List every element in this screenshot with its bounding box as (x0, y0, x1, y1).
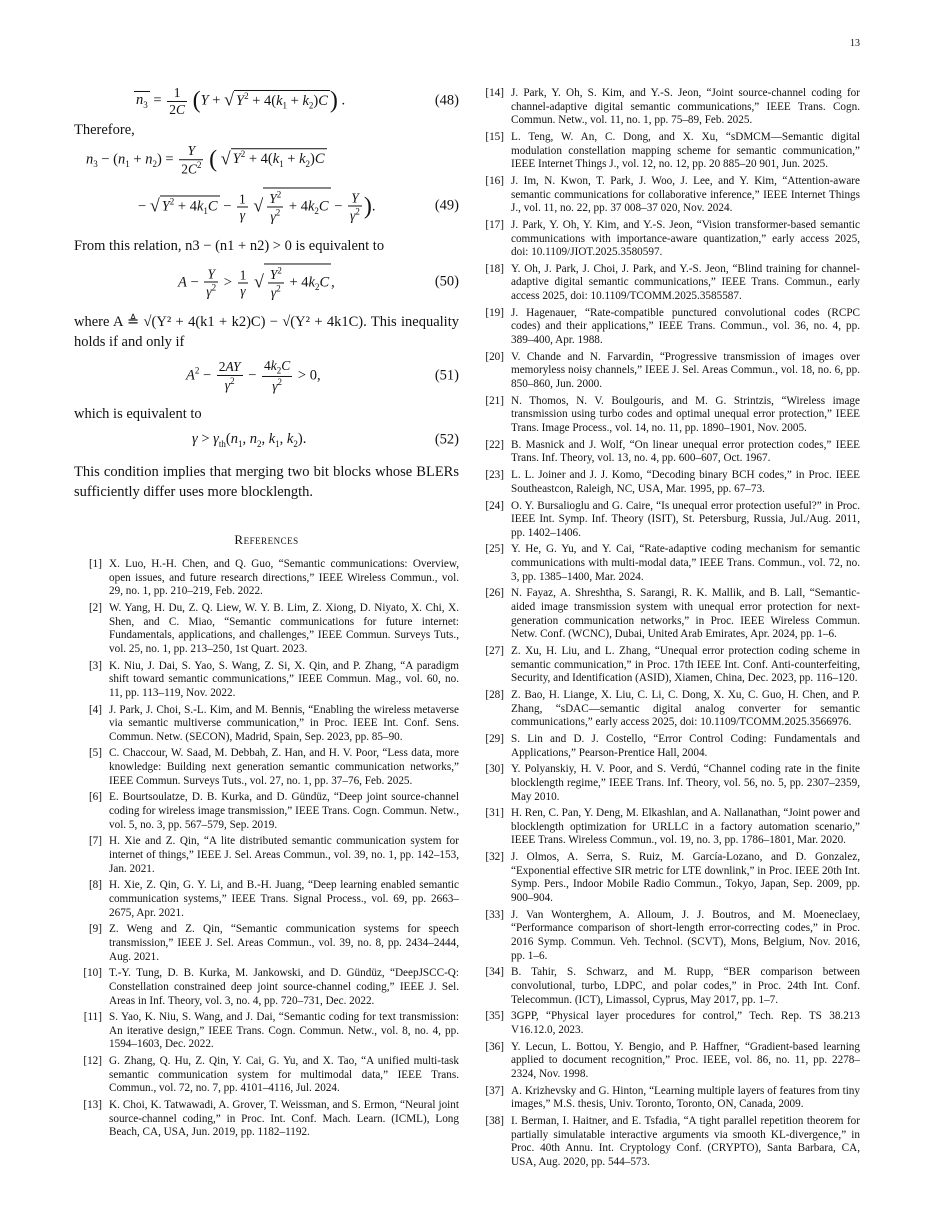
reference-text: Y. He, G. Yu, and Y. Cai, “Rate-adaptive coding mechanism for semantic communications with multi-modal data,” IEEE Trans. Commun., vol. 72, no. 3, pp. 1385–1400, Mar. 2024. (511, 543, 860, 583)
reference-label: [24] (485, 499, 504, 512)
reference-label: [23] (485, 469, 504, 482)
reference-text: Y. Lecun, L. Bottou, Y. Bengio, and P. Haffner, “Gradient-based learning applied to document recognition,” Proc. IEEE, vol. 86, no. 11, pp. 2278–2324, Nov. 1998. (511, 1040, 860, 1080)
reference-label: [34] (485, 966, 504, 979)
reference-label: [14] (485, 87, 504, 99)
reference-item (476, 689, 860, 730)
reference-label: [12] (83, 1055, 102, 1068)
reference-item (476, 733, 860, 760)
reference-text: J. Park, J. Choi, S.-L. Kim, and M. Bennis, “Enabling the wireless metaverse via semantic multiverse communication,” in Proc. IEEE Int. Conf. Sens. Commun. Netw. (SECON), Madrid, Spain, Sep. 2023, pp. 85–90. (109, 703, 459, 743)
reference-item (476, 263, 860, 304)
reference-text: J. Park, Y. Oh, Y. Kim, and Y.-S. Jeon, “Vision transformer-based semantic communications with importance-aware quantization,” early access 2025, doi: 10.1109/JIOT.2025.3580597. (511, 218, 860, 259)
reference-label: [21] (485, 394, 504, 407)
reference-label: [31] (485, 807, 504, 820)
left-column (74, 84, 459, 1143)
reference-item (476, 500, 860, 541)
reference-text: L. L. Joiner and J. J. Komo, “Decoding binary BCH codes,” in Proc. IEEE Southeastcon, Raleigh, NC, USA, Mar. 1995, pp. 67–73. (511, 469, 860, 495)
reference-item (476, 469, 860, 496)
reference-item (74, 1099, 459, 1140)
reference-text: O. Y. Bursalioglu and G. Caire, “Is unequal error protection useful?” in Proc. IEEE Int. Symp. Inf. Theory (ISIT), St. Petersburg, Russia, Jul./Aug. 2011, pp. 1402–1406. (511, 499, 860, 539)
equation-49-line2: − √ $Y^2 + 4k_1C$ − $\frac{1}{\gamma}$ √ $\frac{Y^2}{\gamma^2}$ + $4k_2C$ − $\frac{Y}{\gamma^2}$ ). (49) (138, 189, 459, 224)
reference-text: E. Bourtsoulatze, D. B. Kurka, and D. Gündüz, “Deep joint source-channel coding for wireless image transmission,” IEEE Trans. Cogn. Commun. Netw., vol. 5, no. 3, pp. 567–579, Sep. 2019. (109, 791, 459, 831)
reference-item (74, 791, 459, 832)
reference-text: L. Teng, W. An, C. Dong, and X. Xu, “sDMCM—Semantic digital modulation constellation mapping scheme for semantic communication,” IEEE Internet Things J., vol. 12, no. 12, pp. 20 885–20 901, Jun. 2025. (511, 130, 860, 171)
reference-item (476, 131, 860, 172)
reference-item (74, 1055, 459, 1096)
reference-item (74, 660, 459, 701)
equation-50: A − $\frac{Y}{\gamma^2}$ > $\frac{1}{\gamma}$ √ $\frac{Y^2}{\gamma^2}$ + $4k_2C$ , (50) (178, 265, 459, 300)
reference-label: [13] (83, 1099, 102, 1112)
reference-text: N. Fayaz, A. Shreshtha, S. Sarangi, R. K. Mallik, and B. Lall, “Semantic-aided image transmission system with unequal error protection for next-generation communication networks,” in Proc. IEEE Wireless Commun. Netw. Conf. (WCNC), Dubai, United Arab Emirates, Apr. 2024, pp. 1–6. (511, 587, 860, 641)
reference-item (476, 175, 860, 216)
reference-item (476, 966, 860, 1007)
reference-text: Z. Xu, H. Liu, and L. Zhang, “Unequal error protection coding scheme in semantic communication,” in Proc. 17th IEEE Int. Conf. Anti-counterfeiting, Security, and Identification (ASID), Xiamen, China, Dec. 2023, pp. 116–120. (511, 645, 860, 685)
equation-number: (49) (434, 197, 459, 214)
reference-item (476, 587, 860, 641)
reference-text: T.-Y. Tung, D. B. Kurka, M. Jankowski, and D. Gündüz, “DeepJSCC-Q: Constellation constrained deep joint source-channel coding,” IEEE J. Sel. Areas in Inf. Theory, vol. 3, no. 4, pp. 720–731, Dec. 2022. (109, 967, 459, 1007)
right-column (476, 87, 860, 1173)
references-list-left (74, 558, 459, 1140)
reference-label: [11] (83, 1011, 102, 1024)
reference-item (476, 807, 860, 848)
reference-label: [17] (485, 218, 504, 231)
reference-label: [25] (485, 543, 504, 556)
reference-label: [3] (88, 659, 102, 672)
reference-label: [1] (88, 558, 102, 570)
reference-label: [32] (485, 851, 504, 864)
reference-text: J. Olmos, A. Serra, S. Ruiz, M. García-Lozano, and D. Gonzalez, “Exponential effective SIR metric for LTE downlink,” in Proc. IEEE 20th Int. Symp. Pers., Indoor Mobile Radio Commun., Tokyo, Japan, Sep. 2009, pp. 900–904. (511, 851, 860, 905)
reference-text: S. Lin and D. J. Costello, “Error Control Coding: Fundamentals and Applications,” Pearson-Prentice Hall, 2004. (511, 732, 860, 759)
page-number: 13 (850, 38, 860, 49)
reference-text: S. Yao, K. Niu, S. Wang, and J. Dai, “Semantic coding for text transmission: An iterative design,” IEEE Trans. Cogn. Commun. Netw., vol. 8, no. 4, pp. 1594–1603, Dec. 2022. (109, 1011, 459, 1051)
reference-label: [8] (88, 879, 102, 892)
reference-text: I. Berman, I. Haitner, and E. Tsfadia, “A tight parallel repetition theorem for partially simulatable interactive arguments via smooth KL-divergence,” in Proc. 40th Annu. Int. Cryptology Conf. (CRYPTO), Santa Barbara, CA, USA, Aug. 2020, pp. 544–573. (511, 1115, 860, 1168)
paragraph-from-relation: From this relation, n3 − (n1 + n2) > 0 is equivalent to (74, 238, 385, 254)
reference-text: G. Zhang, Q. Hu, Z. Qin, Y. Cai, G. Yu, and X. Tao, “A unified multi-task semantic communication system for multimodal data,” IEEE Trans. Commun., vol. 72, no. 7, pp. 4101–4116, Jul. 2024. (109, 1055, 459, 1095)
reference-item (476, 1085, 860, 1112)
reference-label: [6] (88, 791, 102, 804)
reference-label: [15] (485, 130, 504, 143)
equation-48: $n_3$ = $\frac{1}{2C}$ (Y + √ $Y^2 + 4(k_1 + k_2)C$) . (48) (136, 84, 459, 117)
references-heading: References (234, 532, 299, 547)
reference-text: B. Masnick and J. Wolf, “On linear unequal error protection codes,” IEEE Trans. Inf. Theory, vol. 13, no. 4, pp. 600–607, Oct. 1967. (511, 438, 860, 465)
reference-text: B. Tahir, S. Schwarz, and M. Rupp, “BER comparison between convolutional, turbo, LDPC, and polar codes,” in Proc. 24th Int. Conf. Telecommun. (ICT), Limassol, Cyprus, May 2017, pp. 1–7. (511, 966, 860, 1006)
paragraph-which-equivalent: which is equivalent to (74, 406, 202, 422)
reference-label: [4] (88, 703, 102, 716)
reference-label: [30] (485, 763, 504, 776)
reference-text: K. Niu, J. Dai, S. Yao, S. Wang, Z. Si, X. Qin, and P. Zhang, “A paradigm shift toward semantic communications,” IEEE Commun. Mag., vol. 60, no. 11, pp. 113–119, Nov. 2022. (109, 659, 459, 699)
reference-text: H. Xie, Z. Qin, G. Y. Li, and B.-H. Juang, “Deep learning enabled semantic communication systems,” IEEE Trans. Signal Process., vol. 69, pp. 2663–2675, Apr. 2021. (109, 879, 459, 919)
reference-label: [37] (485, 1084, 504, 1097)
reference-text: C. Chaccour, W. Saad, M. Debbah, Z. Han, and H. V. Poor, “Less data, more knowledge: Building next generation semantic communication networks,” IEEE Commun. Surveys Tuts., vol. 27, no. 1, pp. 37–76, Feb. 2025. (109, 747, 459, 787)
equation-49-line1: $n_3 - (n_1 + n_2)$ = $\frac{Y}{2C^2}$ ( √ $Y^2 + 4(k_1 + k_2)C$ (86, 143, 325, 177)
reference-item (476, 1010, 860, 1037)
reference-label: [16] (485, 174, 504, 187)
reference-item (74, 747, 459, 788)
equation-51: $A^2$ − $\frac{2AY}{\gamma^2}$ − $\frac{4k_2C}{\gamma^2}$ > 0, (51) (186, 357, 459, 394)
reference-label: [36] (485, 1040, 504, 1053)
reference-text: Z. Weng and Z. Qin, “Semantic communication systems for speech transmission,” IEEE J. Sel. Areas Commun., vol. 39, no. 8, pp. 2434–2444, Aug. 2021. (109, 923, 459, 963)
reference-label: [38] (485, 1115, 504, 1128)
reference-text: A. Krizhevsky and G. Hinton, “Learning multiple layers of features from tiny images,” M.S. thesis, Univ. Toronto, Toronto, ON, Canada, 2009. (511, 1084, 860, 1111)
reference-item (476, 851, 860, 905)
reference-text: Z. Bao, H. Liange, X. Liu, C. Li, C. Dong, X. Xu, C. Guo, H. Chen, and P. Zhang, “sDAC—semantic digital analog converter for semantic communications,” early access 2025, doi: 10.1109/TCOMM.2025.3566976. (511, 688, 860, 729)
reference-item (476, 1041, 860, 1082)
reference-item (74, 967, 459, 1008)
reference-item (74, 602, 459, 656)
reference-label: [2] (88, 601, 102, 614)
reference-item (476, 543, 860, 584)
reference-item (476, 763, 860, 804)
reference-text: H. Xie and Z. Qin, “A lite distributed semantic communication system for internet of things,” IEEE J. Sel. Areas Commun., vol. 39, no. 1, pp. 142–153, Jan. 2021. (109, 835, 459, 875)
reference-text: W. Yang, H. Du, Z. Q. Liew, W. Y. B. Lim, Z. Xiong, D. Niyato, X. Chi, X. Shen, and C. Miao, “Semantic communications for future internet: Fundamentals, applications, and challenges,” IEEE Commun. Surveys Tuts., vol. 25, no. 1, pp. 213–250, 1st Quart. 2023. (109, 601, 459, 655)
equation-52: $\gamma > \gamma_{th}(n_1$, $n_2$, $k_1$, $k_2$). (52) (192, 431, 459, 449)
reference-item (74, 558, 459, 599)
reference-item (476, 87, 860, 128)
reference-item (476, 219, 860, 260)
reference-label: [19] (485, 306, 504, 319)
reference-text: K. Choi, K. Tatwawadi, A. Grover, T. Weissman, and S. Ermon, “Neural joint source-channel coding,” in Proc. Int. Conf. Mach. Learn. (ICML), Long Beach, CA, USA, Jun. 2019, pp. 1182–1192. (109, 1099, 459, 1139)
reference-text: Y. Polyanskiy, H. V. Poor, and S. Verdú, “Channel coding rate in the finite blocklength regime,” IEEE Trans. Inf. Theory, vol. 56, no. 5, pp. 2307–2359, May 2010. (511, 763, 860, 803)
reference-label: [28] (485, 688, 504, 701)
reference-text: Y. Oh, J. Park, J. Choi, J. Park, and Y.-S. Jeon, “Blind training for channel-adaptive digital semantic communications,” IEEE Trans. Commun., early access 2025, doi: 10.1109/TCOMM.2025.3585587. (511, 262, 860, 303)
equation-number: (50) (434, 273, 459, 290)
reference-label: [33] (485, 908, 504, 921)
reference-label: [22] (485, 438, 504, 451)
reference-text: J. Hagenauer, “Rate-compatible punctured convolutional codes (RCPC codes) and their applications,” IEEE Trans. Commun., vol. 36, no. 4, pp. 389–400, Apr. 1988. (511, 306, 860, 347)
reference-label: [18] (485, 262, 504, 275)
reference-item (476, 909, 860, 963)
reference-text: V. Chande and N. Farvardin, “Progressive transmission of images over memoryless noisy channels,” IEEE J. Sel. Areas Commun., vol. 18, no. 6, pp. 850–860, Jun. 2000. (511, 350, 860, 390)
paragraph-where: where A ≜ √(Y² + 4(k1 + k2)C) − √(Y² + 4k1C). This inequality holds if and only if (74, 314, 459, 350)
reference-label: [27] (485, 645, 504, 657)
reference-label: [10] (83, 967, 102, 980)
reference-item (74, 879, 459, 920)
reference-text: X. Luo, H.-H. Chen, and Q. Guo, “Semantic communications: Overview, open issues, and future research directions,” IEEE Wireless Commun., vol. 29, no. 1, pp. 210–219, Feb. 2022. (109, 558, 459, 598)
reference-text: J. Im, N. Kwon, T. Park, J. Woo, J. Lee, and Y. Kim, “Attention-aware semantic communications for collaborative inference,” IEEE Internet Things J., vol. 11, no. 22, pp. 37 008–37 020, Nov. 2024. (511, 174, 860, 215)
reference-item (476, 307, 860, 348)
reference-label: [29] (485, 732, 504, 745)
reference-item (74, 835, 459, 876)
reference-item (476, 645, 860, 686)
equation-number: (52) (434, 431, 459, 448)
equation-number: (48) (434, 92, 459, 109)
reference-text: J. Park, Y. Oh, S. Kim, and Y.-S. Jeon, “Joint source-channel coding for channel-adaptive digital semantic communications,” IEEE Trans. Cogn. Commun. Netw., vol. 11, no. 1, pp. 75–89, Feb. 2025. (511, 87, 860, 127)
paragraph-conclusion: This condition implies that merging two bit blocks whose BLERs sufficiently differ uses more blocklength. (74, 464, 459, 500)
reference-label: [9] (88, 923, 102, 936)
references-list-right (476, 87, 860, 1169)
reference-item (476, 1115, 860, 1169)
equation-number: (51) (434, 367, 459, 384)
paragraph-therefore: Therefore, (74, 122, 135, 138)
reference-label: [7] (88, 835, 102, 848)
reference-label: [35] (485, 1010, 504, 1023)
reference-item (74, 704, 459, 745)
reference-item (476, 351, 860, 392)
reference-item (476, 395, 860, 436)
reference-label: [20] (485, 350, 504, 363)
reference-item (476, 439, 860, 466)
reference-label: [5] (88, 747, 102, 760)
reference-item (74, 1011, 459, 1052)
reference-text: J. Van Wonterghem, A. Alloum, J. J. Boutros, and M. Moeneclaey, “Performance comparison of short-length error-correcting codes,” in Proc. 2016 Symp. Commun. Veh. Technol. (SCVT), Mons, Belgium, Nov. 2016, pp. 1–6. (511, 908, 860, 962)
reference-label: [26] (485, 587, 504, 600)
reference-text: N. Thomos, N. V. Boulgouris, and M. G. Strintzis, “Wireless image transmission using turbo codes and optimal unequal error protection,” IEEE Trans. Image Process., vol. 14, no. 11, pp. 1890–1901, Nov. 2005. (511, 394, 860, 434)
reference-text: 3GPP, “Physical layer procedures for control,” Tech. Rep. TS 38.213 V16.12.0, 2023. (511, 1010, 860, 1036)
reference-text: H. Ren, C. Pan, Y. Deng, M. Elkashlan, and A. Nallanathan, “Joint power and blocklength optimization for URLLC in a factory automation scenario,” IEEE Trans. Wireless Commun., vol. 19, no. 3, pp. 1786–1801, Mar. 2020. (511, 807, 860, 847)
reference-item (74, 923, 459, 964)
